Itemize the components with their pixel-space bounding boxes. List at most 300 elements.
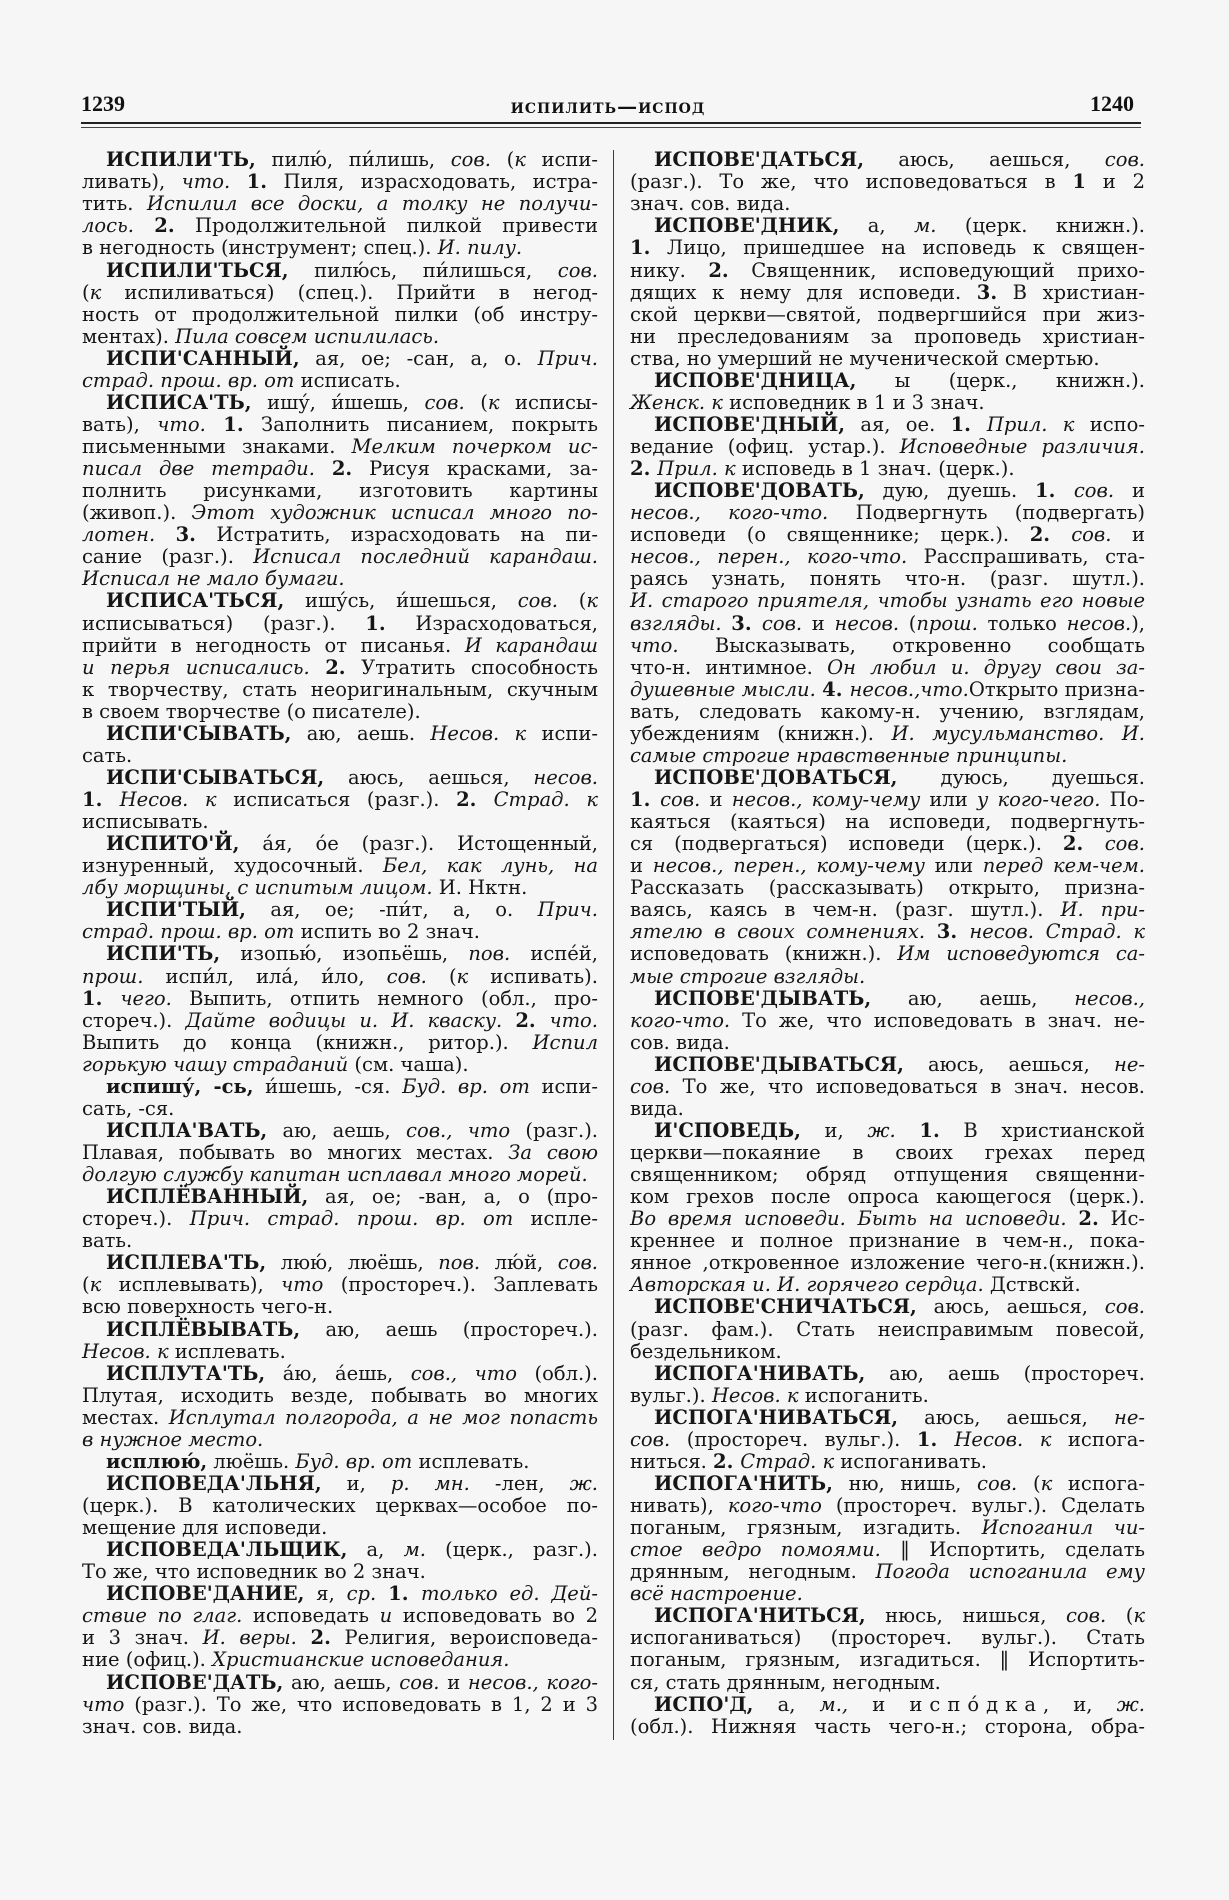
dictionary-line (82, 1561, 598, 1583)
dictionary-line (630, 1076, 1145, 1098)
dictionary-line (630, 921, 1145, 943)
dictionary-line (630, 436, 1145, 458)
italic-label: долгую службу капитан исплавал много морей. (82, 1163, 588, 1187)
headword: ИСПОВЕ'ДАТЬ, (106, 1670, 284, 1694)
italic-label: сов. (660, 788, 701, 811)
dictionary-entry (82, 260, 598, 348)
headword: ИСПОВЕ'ДЫВАТЬСЯ, (654, 1052, 904, 1076)
definition-text: креннее и полное признание в чем-н., пока- (630, 1229, 1145, 1253)
definition-text: ню, нишь, (832, 1471, 978, 1495)
headword: ИСПИСА'ТЬСЯ, (106, 589, 285, 613)
dictionary-entry (82, 1473, 598, 1539)
italic-label: Дайте водицы и. И. кваску. (185, 1008, 516, 1032)
dictionary-entry (630, 988, 1145, 1054)
definition-text: (см. чаша). (348, 1052, 469, 1076)
definition-text: ся, стать дрянным, негодным. (630, 1670, 941, 1694)
definition-text: исповедовать (книжн.). (630, 942, 898, 966)
definition-text: ведание (офиц. устар.). (630, 435, 900, 458)
italic-label: Несов. к (430, 721, 527, 745)
definition-text: испиливаться) (спец.). Прийти в негод- (101, 280, 598, 304)
definition-text: вульг.). (630, 1383, 712, 1407)
definition-text: испо- (1074, 412, 1145, 436)
definition-text: ( (464, 390, 488, 414)
italic-label: страд. прош. вр. от (82, 920, 301, 944)
definition-text: исписаться (разг.). (216, 788, 457, 811)
definition-text: и (848, 1692, 910, 1716)
definition-text: что-н. интимное. (630, 655, 828, 679)
italic-label: и (379, 1604, 393, 1628)
definition-text: Продолжительной пилкой привести (174, 214, 599, 238)
bold-text: 1. (919, 1118, 940, 1142)
italic-label: прош. (82, 964, 144, 988)
headword: ИСПИТО'Й, (106, 832, 240, 856)
dictionary-entry (630, 215, 1145, 369)
dictionary-line (630, 1429, 1145, 1451)
dictionary-line (630, 1010, 1145, 1032)
bold-text: 1. (82, 788, 120, 811)
definition-text: янное ,откровенное изложение чего-н.(книжн.). (630, 1251, 1145, 1275)
definition-text: и (700, 788, 732, 811)
definition-text: испога- (1052, 1471, 1145, 1495)
definition-text: ность от продолжительной пилки (об инстру- (82, 302, 598, 326)
definition-text: (простореч. вульг.). Сделать (821, 1494, 1145, 1517)
headword: ИСПИ'СЫВАТЬСЯ, (106, 765, 325, 789)
definition-text: и, (800, 1118, 868, 1142)
dictionary-entry (630, 1054, 1145, 1120)
italic-label: Несов. к (119, 788, 217, 811)
definition-text: ментах). (82, 324, 176, 348)
dictionary-line (630, 171, 1145, 193)
headword: ИСПЛЕВА'ТЬ, (106, 1251, 267, 1275)
dictionary-line (82, 1649, 598, 1671)
dictionary-line (82, 171, 598, 193)
italic-label: Прил. к (986, 412, 1075, 436)
definition-text: испи- (529, 1074, 599, 1098)
dictionary-line (82, 1605, 598, 1627)
definition-text: ства, но умерший не мученической смертью. (630, 346, 1100, 370)
definition-text: Ис- (1098, 1207, 1145, 1231)
dictionary-entry (82, 1583, 598, 1671)
dictionary-line (630, 193, 1145, 215)
definition-text: аю, аешь, (871, 986, 1075, 1010)
italic-label: что. (157, 412, 224, 436)
bold-text: 2. (630, 457, 658, 481)
definition-text: ишу́, и́шешь, (251, 390, 425, 414)
definition-text: испога- (1051, 1427, 1145, 1451)
italic-label: Во время исповеди. Быть на исповеди. (630, 1207, 1079, 1231)
definition-text: исписываться) (разг.). (82, 611, 366, 635)
right-page-number: 1240 (1090, 91, 1134, 116)
dictionary-line (630, 1694, 1145, 1716)
definition-text: бездельником. (630, 1339, 782, 1363)
definition-text: ( (899, 611, 917, 635)
definition-text: и (802, 611, 835, 635)
dictionary-line (82, 1296, 598, 1318)
dictionary-line (630, 149, 1145, 171)
dictionary-line (82, 1583, 598, 1605)
dictionary-line (82, 1120, 598, 1142)
italic-label: сов. (630, 1427, 671, 1451)
definition-text: и 2 (1085, 170, 1145, 194)
definition-text: исплевать. (412, 1449, 530, 1473)
definition-text: дящих к нему для исповеди. (630, 280, 977, 304)
definition-text: вида. (630, 1096, 684, 1120)
dictionary-line (82, 1473, 598, 1495)
italic-label: к (514, 148, 526, 172)
italic-label: у кого-чего. (976, 788, 1101, 811)
definition-text: в своем творчестве (о писателе). (82, 699, 421, 723)
italic-label: И. мусульманство. И. (891, 721, 1145, 745)
definition-text: Пиля, израсходовать, истра- (267, 170, 599, 194)
bold-text: 1. (246, 170, 268, 194)
definition-text: И. Нктн. (438, 876, 528, 900)
bold-text: 2. (331, 457, 353, 481)
italic-label: Женск. к (630, 390, 723, 414)
italic-label: И. старого приятеля, чтобы узнать его новые (630, 589, 1145, 613)
italic-label: Он любил и. другу свои за- (827, 655, 1145, 679)
italic-label: сов. (977, 1471, 1018, 1495)
definition-text: или (924, 854, 983, 878)
italic-label: Буд. вр. от (402, 1074, 530, 1098)
definition-text: и (1111, 523, 1145, 547)
dictionary-line (82, 1076, 598, 1098)
definition-text: поганым, грязным, изгадиться. ‖ Испортить- (630, 1648, 1145, 1672)
definition-text: (обл.). Нижняя часть чего-н.; сторона, обра- (630, 1714, 1145, 1738)
definition-text: и 3 знач. (82, 1626, 203, 1650)
definition-text: аюсь, аешься, (324, 765, 534, 789)
italic-label: горькую чашу страданий (82, 1052, 349, 1076)
dictionary-line (630, 1274, 1145, 1296)
definition-text: люю́, люёшь, (266, 1251, 439, 1275)
definition-text: и (630, 854, 653, 878)
italic-label: сов. (1104, 1295, 1145, 1319)
definition-text: Подвергнуть (подвергать) (828, 501, 1145, 525)
headword: ИСПИСА'ТЬ, (106, 390, 252, 414)
dictionary-line (82, 1341, 598, 1363)
definition-text: (разг.). (510, 1118, 598, 1142)
dictionary-line (630, 988, 1145, 1010)
bold-text: 3. (731, 611, 762, 635)
bold-text: 1. (950, 412, 987, 436)
dictionary-line (82, 1694, 598, 1716)
dictionary-line (82, 1032, 598, 1054)
bold-text: 1. (630, 236, 651, 260)
dictionary-line (82, 1429, 598, 1451)
dictionary-entry (82, 1319, 598, 1363)
italic-label: несов. (1066, 611, 1132, 635)
definition-text: ( (82, 1273, 90, 1297)
dictionary-line (630, 326, 1145, 348)
definition-text: Плутая, исходить везде, побывать во многих (82, 1383, 598, 1407)
definition-text: убеждениям (книжн.). (630, 721, 892, 745)
italic-label: писал две тетради. (82, 457, 332, 481)
dictionary-line (630, 590, 1145, 612)
definition-text: ая, ое; -сан, а, о. (299, 346, 538, 370)
bold-text: 2. (325, 655, 346, 679)
headword: ИСПОВЕ'ДНИЦА, (654, 368, 857, 392)
definition-text: в негодность (инструмент; спец.). (82, 236, 438, 260)
dictionary-line (630, 701, 1145, 723)
definition-text: Религия, вероисповеда- (330, 1626, 598, 1650)
dictionary-line (82, 966, 598, 988)
definition-text: (простореч.). Заплевать (323, 1273, 598, 1297)
italic-label: И. при- (1060, 898, 1145, 922)
headword: исплюю́, (106, 1449, 208, 1473)
italic-label: сов. (399, 1670, 440, 1694)
dictionary-line (82, 1274, 598, 1296)
definition-text: исписы- (499, 390, 598, 414)
dictionary-line (630, 568, 1145, 590)
dictionary-line (630, 723, 1145, 745)
dictionary-line (82, 767, 598, 789)
definition-text: Дствскй. (983, 1273, 1081, 1297)
headword: ИСПЛА'ВАТЬ, (106, 1118, 268, 1142)
definition-text: ( (82, 280, 90, 304)
headword: ИСПОВЕ'ДАНИЕ, (106, 1582, 305, 1606)
italic-label: Исписал последний карандаш. (253, 545, 598, 569)
definition-text: аюсь, аешься, (864, 148, 1105, 172)
definition-text: То же, что исповедоваться в знач. несов. (670, 1074, 1145, 1098)
definition-text: аю, аешь, (267, 1118, 407, 1142)
definition-text: Священник, исповедующий прихо- (728, 258, 1145, 282)
italic-label: м. (403, 1538, 426, 1562)
italic-label: прош. (916, 611, 978, 635)
definition-text: священником; обряд отпущения священни- (630, 1163, 1145, 1187)
definition-text: В христиан- (997, 280, 1145, 304)
headword: ИСПИЛИ'ТЬ, (106, 148, 256, 172)
italic-label: сов. (450, 148, 491, 172)
dictionary-entry (630, 370, 1145, 414)
definition-text: (церк. книжн.). (936, 214, 1145, 238)
definition-text: и (1114, 479, 1145, 503)
dictionary-line (82, 635, 598, 657)
italic-label: И. пилу. (437, 236, 523, 260)
spaced-variant: испо́дка (909, 1692, 1043, 1716)
italic-label: Исплутал полгорода, а не мог попасть (168, 1405, 598, 1429)
headword: ИСПОГА'НИТЬСЯ, (654, 1604, 866, 1628)
dictionary-line (82, 215, 598, 237)
definition-text: ( (557, 589, 587, 613)
dictionary-line (82, 1010, 598, 1032)
italic-label: чего. (120, 986, 172, 1010)
headword: ИСПОВЕ'ДНИК, (654, 214, 840, 238)
dictionary-line (630, 480, 1145, 502)
dictionary-line (630, 304, 1145, 326)
definition-text: а, (347, 1538, 404, 1562)
definition-text: исповедь в 1 знач. (церк.). (735, 457, 1015, 481)
definition-text: ая, ое; -ван, а, о (про- (308, 1185, 598, 1209)
definition-text: аю, аешь, (283, 1670, 400, 1694)
dictionary-line (82, 811, 598, 833)
headword: ИСПИ'САННЫЙ, (106, 346, 300, 370)
definition-text: знач. сов. вида. (82, 1714, 243, 1738)
italic-label: сов. (424, 390, 465, 414)
dictionary-line (82, 524, 598, 546)
dictionary-line (630, 833, 1145, 855)
left-page-number: 1239 (81, 91, 125, 116)
dictionary-entry (82, 1451, 598, 1473)
italic-label: сов. (557, 1251, 598, 1275)
definition-text: церкви—покаяние в своих грехах перед (630, 1141, 1145, 1164)
italic-label: ятелю в своих сомнениях. (630, 920, 937, 944)
definition-text: -лен, (469, 1471, 570, 1495)
italic-label: Этот художник исписал много по- (191, 501, 598, 525)
dictionary-line (630, 613, 1145, 635)
italic-label: несов.,что. (849, 677, 969, 701)
dictionary-line (630, 899, 1145, 921)
dictionary-line (630, 502, 1145, 524)
italic-label: Испоганил чи- (981, 1516, 1145, 1540)
definition-text: (разг. фам.). Стать неисправимым повесой, (630, 1317, 1145, 1341)
dictionary-line (82, 899, 598, 921)
definition-text: аю, аешь (простореч. (865, 1361, 1145, 1385)
italic-label: Страд. к (493, 788, 598, 811)
italic-label: несов. Страд. к (969, 920, 1145, 944)
definition-text: знач. сов. вида. (630, 192, 791, 216)
definition-text: Утратить способность (345, 655, 598, 679)
dictionary-line (630, 1098, 1145, 1120)
definition-text: вать), (82, 412, 158, 436)
dictionary-line (630, 811, 1145, 833)
italic-label: сов. (1073, 479, 1115, 503)
definition-text: сать, -ся. (82, 1096, 175, 1120)
dictionary-line (630, 1649, 1145, 1671)
headword: ИСПОГА'НИВАТЬ, (654, 1361, 866, 1385)
definition-text: ской церкви—святой, подвергшийся при жиз- (630, 302, 1145, 326)
italic-label: к (487, 390, 500, 414)
dictionary-line (630, 260, 1145, 282)
definition-text: ниться. (630, 1449, 714, 1473)
bold-text: 1. (916, 1427, 955, 1451)
definition-text: местах. (82, 1405, 169, 1429)
dictionary-line (82, 745, 598, 767)
italic-label: сов. (557, 258, 598, 282)
definition-text: То же, что исповедовать в знач. не- (730, 1008, 1145, 1032)
definition-text: изопью́, изопьёшь, (220, 942, 469, 966)
definition-text: ся (подвергаться) исповеди (церк.). (630, 832, 1063, 856)
dictionary-line (630, 392, 1145, 414)
headword: ИСПОГА'НИТЬ, (654, 1471, 833, 1495)
dictionary-line (82, 149, 598, 171)
definition-text: стореч.). (82, 1207, 190, 1231)
dictionary-line (630, 855, 1145, 877)
definition-text: ‖ Испортить, сделать (880, 1538, 1145, 1562)
definition-text: ( (490, 148, 515, 172)
definition-text: испи- (525, 148, 599, 172)
dictionary-line (82, 282, 598, 304)
dictionary-line (630, 1208, 1145, 1230)
definition-text: В христианской (939, 1118, 1145, 1142)
definition-text: исписать. (300, 368, 401, 392)
definition-text: (живоп.). (82, 501, 192, 525)
italic-label: несов., перен., кого-что. (630, 545, 908, 569)
italic-label: к (89, 280, 102, 304)
dictionary-entry (630, 767, 1145, 988)
bold-text: 1. (82, 986, 121, 1010)
italic-label: лось. (82, 214, 155, 238)
dictionary-line (630, 1627, 1145, 1649)
italic-label: несов., кого- (467, 1670, 598, 1694)
dictionary-line (630, 1495, 1145, 1517)
dictionary-entry (630, 414, 1145, 480)
dictionary-line (82, 458, 598, 480)
italic-label: лотен. (82, 523, 176, 547)
dictionary-entry (630, 1407, 1145, 1473)
dictionary-entry (82, 348, 598, 392)
italic-label: не- (1114, 1405, 1145, 1429)
definition-text: прийти в негодность от писанья. (82, 633, 465, 657)
definition-text: я, (304, 1582, 347, 1606)
definition-text: дуюсь, дуешься. (897, 765, 1145, 789)
italic-label: к (586, 589, 599, 613)
headword: ИСПОВЕДА'ЛЬЩИК, (106, 1538, 348, 1562)
definition-text: исплевывать), (101, 1273, 282, 1297)
dictionary-entry (630, 1694, 1145, 1738)
italic-label: лбу морщины, с испитым лицом. (82, 876, 439, 900)
dictionary-line (82, 723, 598, 745)
bold-text: 2. (515, 1008, 550, 1032)
dictionary-line (82, 679, 598, 701)
dictionary-line (82, 1716, 598, 1738)
definition-text: сать. (82, 743, 133, 767)
definition-text: ( (1106, 1604, 1134, 1628)
dictionary-entry (630, 1473, 1145, 1605)
dictionary-line (630, 877, 1145, 899)
dictionary-line (82, 1451, 598, 1473)
italic-label: Несов. к (711, 1383, 799, 1407)
definition-text: ние (офиц.). (82, 1648, 213, 1672)
dictionary-line (82, 1672, 598, 1694)
definition-text: раясь узнать, понять что-н. (разг. шутл.). (630, 567, 1145, 591)
header-rule-thin (81, 127, 1141, 128)
dictionary-line (82, 921, 598, 943)
definition-text: ни преследованиям за проповедь христиан- (630, 324, 1145, 348)
definition-text: дую, дуешь. (864, 479, 1036, 503)
dictionary-entry (82, 1539, 598, 1583)
dictionary-line (630, 1186, 1145, 1208)
dictionary-line (82, 855, 598, 877)
definition-text: испоганить. (798, 1383, 929, 1407)
dictionary-line (630, 282, 1145, 304)
definition-text: То же, что исповедник во 2 знач. (82, 1560, 426, 1584)
dictionary-line (82, 1164, 598, 1186)
italic-label: Им исповедуются са- (897, 942, 1145, 966)
dictionary-line (630, 1451, 1145, 1473)
definition-text: ком грехов после опроса кающегося (церк.). (630, 1185, 1145, 1209)
definition-text: аюсь, аешься, (903, 1052, 1115, 1076)
dictionary-entry (630, 1120, 1145, 1297)
definition-text: испивать). (468, 964, 598, 988)
dictionary-line (82, 1142, 598, 1164)
definition-text: Открыто призна- (968, 677, 1145, 701)
headword: ИСПЛУТА'ТЬ, (106, 1361, 266, 1385)
dictionary-line (82, 1407, 598, 1429)
definition-text: Выпить до конца (книжн., ритор.). (82, 1030, 533, 1054)
definition-text: , и, (1042, 1692, 1117, 1716)
dictionary-line (630, 1385, 1145, 1407)
dictionary-line (82, 701, 598, 723)
definition-text: пилю́сь, пи́лишься, (288, 258, 558, 282)
italic-label: несов. (533, 765, 598, 789)
definition-text: испить во 2 знач. (300, 920, 480, 944)
italic-label: несов., (1074, 986, 1145, 1010)
dictionary-line (82, 392, 598, 414)
italic-label: что. (549, 1008, 598, 1032)
dictionary-line (630, 1473, 1145, 1495)
dictionary-line (630, 1319, 1145, 1341)
definition-text: сание (разг.). (82, 545, 254, 569)
italic-label: стое ведро помоями. (630, 1538, 881, 1562)
